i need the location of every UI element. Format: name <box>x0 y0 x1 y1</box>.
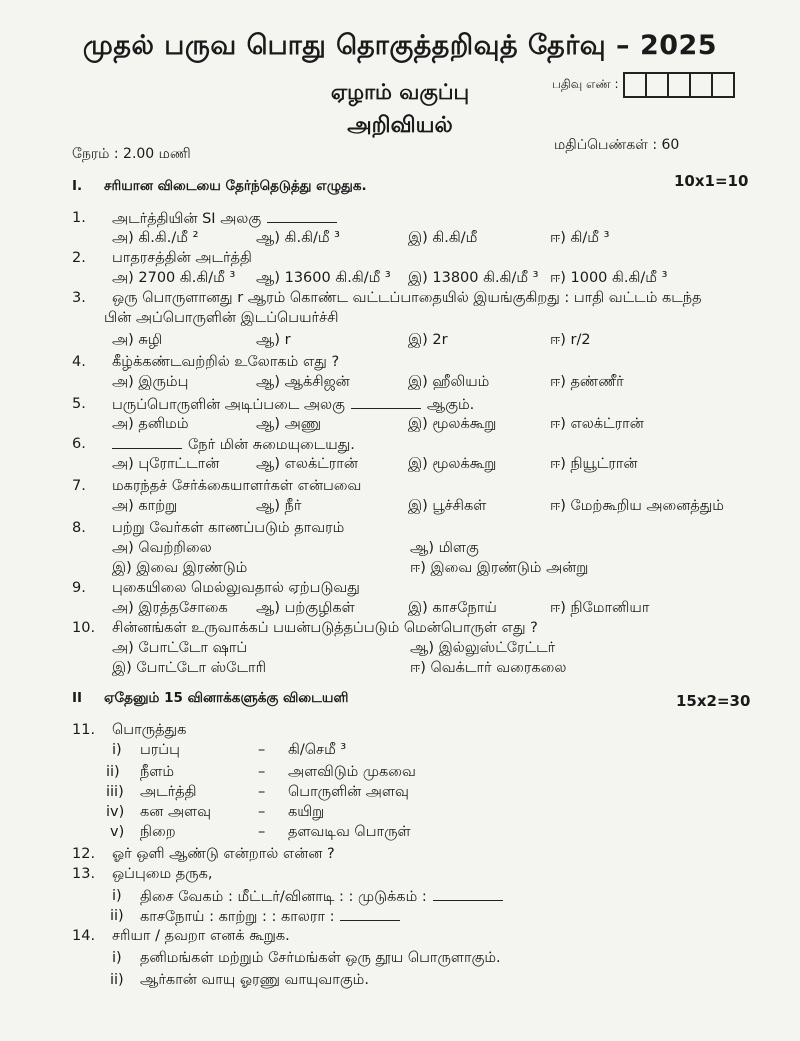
true-false-statement: தனிமங்கள் மற்றும் சேர்மங்கள் ஒரு தூய பொருளாகும். <box>140 950 501 966</box>
match-right: அளவிடும் முகவை <box>288 764 416 780</box>
true-false-statement: ஆர்கான் வாயு ஓரணு வாயுவாகும். <box>140 972 369 988</box>
match-dash: – <box>258 742 266 758</box>
q2-option-d: ஈ) 1000 கி.கி/மீ ³ <box>550 270 668 286</box>
q4-option-b: ஆ) ஆக்சிஜன் <box>256 374 350 390</box>
q9-option-a: அ) இரத்தசோகை <box>112 600 228 616</box>
q7-option-a: அ) காற்று <box>112 498 178 514</box>
q9-option-b: ஆ) பற்குழிகள் <box>256 600 355 616</box>
question-text: பொருத்துக <box>112 722 187 738</box>
question-number: 2. <box>72 250 86 266</box>
q3-text-line2: பின் அப்பொருளின் இடப்பெயர்ச்சி <box>104 310 339 326</box>
q7-option-b: ஆ) நீர் <box>256 498 302 514</box>
q4-option-d: ஈ) தண்ணீர் <box>550 374 624 390</box>
q5-option-a: அ) தனிமம் <box>112 416 189 432</box>
q6-option-c: இ) மூலக்கூறு <box>408 456 497 472</box>
match-row: v) <box>110 824 125 840</box>
register-number-boxes[interactable] <box>623 72 735 98</box>
q5-option-c: இ) மூலக்கூறு <box>408 416 497 432</box>
q10-option-c: இ) போட்டோ ஸ்டோரி <box>112 660 267 676</box>
exam-time: நேரம் : 2.00 மணி <box>72 146 191 162</box>
question-text: சின்னங்கள் உருவாக்கப் பயன்படுத்தப்படும் மென்பொருள் எது ? <box>112 620 538 636</box>
question-text: மகரந்தச் சேர்க்கையாளர்கள் என்பவை <box>112 478 362 494</box>
match-right: பொருளின் அளவு <box>288 784 409 800</box>
match-row: i) <box>112 742 122 758</box>
q6-option-a: அ) புரோட்டான் <box>112 456 220 472</box>
q8-option-c: இ) இவை இரண்டும் <box>112 560 248 576</box>
section-1-title: சரியான விடையை தேர்ந்தெடுத்து எழுதுக. <box>104 178 367 194</box>
q8-option-b: ஆ) மிளகு <box>410 540 479 556</box>
question-text: ஒப்புமை தருக, <box>112 866 213 882</box>
q3-option-c: இ) 2r <box>408 332 448 348</box>
question-number: 14. <box>72 928 96 944</box>
question-number: 10. <box>72 620 96 636</box>
q8-option-d: ஈ) இவை இரண்டும் அன்று <box>410 560 589 576</box>
q8-option-a: அ) வெற்றிலை <box>112 540 212 556</box>
match-right: தளவடிவ பொருள் <box>288 824 411 840</box>
match-row: ii) <box>106 764 120 780</box>
q4-option-c: இ) ஹீலியம் <box>408 374 490 390</box>
q1-option-a: அ) கி.கி./மீ ² <box>112 230 199 246</box>
section-2-score: 15x2=30 <box>676 692 751 710</box>
question-number: 5. <box>72 396 86 412</box>
question-number: 12. <box>72 846 96 862</box>
q5-option-d: ஈ) எலக்ட்ரான் <box>550 416 644 432</box>
question-text: பருப்பொருளின் அடிப்படை அலகு ஆகும். <box>112 397 475 413</box>
match-right: கி/செமீ ³ <box>288 742 347 758</box>
q2-option-c: இ) 13800 கி.கி/மீ ³ <box>408 270 539 286</box>
question-text: அடர்த்தியின் SI அலகு <box>112 210 343 229</box>
question-number: 4. <box>72 354 86 370</box>
question-number: 8. <box>72 520 86 536</box>
q9-option-d: ஈ) நிமோனியா <box>550 600 650 616</box>
q1-option-c: இ) கி.கி/மீ <box>408 230 478 246</box>
q1-option-b: ஆ) கி.கி/மீ ³ <box>256 230 340 246</box>
q3-option-b: ஆ) r <box>256 332 291 348</box>
question-number: 11. <box>72 722 96 738</box>
q5-option-b: ஆ) அணு <box>256 416 322 432</box>
total-marks: மதிப்பெண்கள் : 60 <box>554 137 680 153</box>
q7-option-c: இ) பூச்சிகள் <box>408 498 487 514</box>
question-number: 13. <box>72 866 96 882</box>
q7-option-d: ஈ) மேற்கூறிய அனைத்தும் <box>550 498 724 514</box>
subject-label: அறிவியல் <box>347 113 453 138</box>
class-label: ஏழாம் வகுப்பு <box>330 80 470 104</box>
question-text: பற்று வேர்கள் காணப்படும் தாவரம் <box>112 520 345 536</box>
question-text: கீழ்க்கண்டவற்றில் உலோகம் எது ? <box>112 354 340 370</box>
q1-option-d: ஈ) கி/மீ ³ <box>550 230 610 246</box>
q2-option-a: அ) 2700 கி.கி/மீ ³ <box>112 270 236 286</box>
analogy-index: ii) <box>110 908 124 924</box>
section-1-score: 10x1=10 <box>674 172 749 190</box>
match-dash: – <box>258 804 266 820</box>
analogy-row: காசநோய் : காற்று : : காலரா : <box>140 908 406 927</box>
question-text: ஒரு பொருளானது r ஆரம் கொண்ட வட்டப்பாதையில் இயங்குகிறது : பாதி வட்டம் கடந்த <box>112 290 702 306</box>
match-left: நிறை <box>140 824 176 840</box>
question-number: 3. <box>72 290 86 306</box>
exam-title: முதல் பருவ பொது தொகுத்தறிவுத் தேர்வு – 2025 <box>82 30 718 61</box>
q6-option-b: ஆ) எலக்ட்ரான் <box>256 456 358 472</box>
match-left: பரப்பு <box>140 742 180 758</box>
question-text: சரியா / தவறா எனக் கூறுக. <box>112 928 290 944</box>
question-text: பாதரசத்தின் அடர்த்தி <box>112 250 252 266</box>
register-number <box>552 72 735 98</box>
analogy-index: i) <box>112 888 122 904</box>
q10-option-a: அ) போட்டோ ஷாப் <box>112 640 248 656</box>
match-row: iv) <box>106 804 125 820</box>
match-left: கன அளவு <box>140 804 212 820</box>
question-text: புகையிலை மெல்லுவதால் ஏற்படுவது <box>112 580 360 596</box>
q10-option-b: ஆ) இல்லுஸ்ட்ரேட்டர் <box>410 640 556 656</box>
question-text: நேர் மின் சுமையுடையது. <box>112 436 355 455</box>
match-row: iii) <box>106 784 124 800</box>
match-dash: – <box>258 824 266 840</box>
section-2-title: ஏதேனும் 15 வினாக்களுக்கு விடையளி <box>104 690 349 706</box>
q2-option-b: ஆ) 13600 கி.கி/மீ ³ <box>256 270 391 286</box>
match-left: நீளம் <box>140 764 175 780</box>
true-false-index: i) <box>112 950 122 966</box>
match-left: அடர்த்தி <box>140 784 197 800</box>
match-right: கயிறு <box>288 804 325 820</box>
question-number: 1. <box>72 210 86 226</box>
section-2-number: II <box>72 690 83 706</box>
q9-option-c: இ) காசநோய் <box>408 600 497 616</box>
question-number: 9. <box>72 580 86 596</box>
register-number-label: பதிவு எண் : <box>552 77 619 91</box>
match-dash: – <box>258 764 266 780</box>
section-1-number: I. <box>72 178 83 194</box>
question-number: 7. <box>72 478 86 494</box>
question-number: 6. <box>72 436 86 452</box>
q10-option-d: ஈ) வெக்டார் வரைகலை <box>410 660 567 676</box>
q3-option-d: ஈ) r/2 <box>550 332 591 348</box>
q6-option-d: ஈ) நியூட்ரான் <box>550 456 638 472</box>
true-false-index: ii) <box>110 972 124 988</box>
analogy-row: திசை வேகம் : மீட்டர்/வினாடி : : முடுக்கம் : <box>140 888 509 907</box>
match-dash: – <box>258 784 266 800</box>
q4-option-a: அ) இரும்பு <box>112 374 189 390</box>
question-text: ஓர் ஒளி ஆண்டு என்றால் என்ன ? <box>112 846 335 862</box>
q3-option-a: அ) சுழி <box>112 332 163 348</box>
